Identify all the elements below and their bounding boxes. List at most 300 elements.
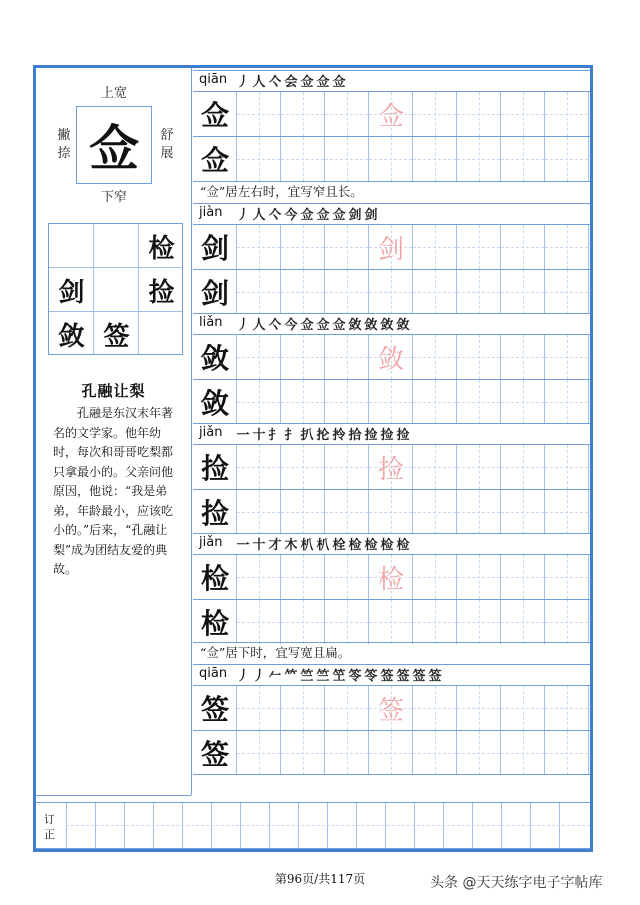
- grid-guide-v: [259, 445, 260, 489]
- stroke-step: 捡: [396, 428, 410, 443]
- correction-row: [36, 802, 590, 849]
- grid-cell: [413, 380, 457, 424]
- grid3-cell: [49, 224, 94, 268]
- stroke-step: 才: [268, 538, 282, 553]
- grid-cell: [545, 731, 589, 775]
- grid-guide-v: [567, 380, 568, 424]
- grid-guide-v: [435, 555, 436, 599]
- grid-guide-v: [391, 731, 392, 775]
- grid-cell: [457, 137, 501, 181]
- grid-cell: [369, 270, 413, 314]
- grid-guide-v: [303, 490, 304, 534]
- model-character: 签: [200, 738, 229, 771]
- stroke-step: 签: [428, 669, 442, 684]
- grid-guide-v: [435, 686, 436, 730]
- pinyin-label: qiān: [199, 666, 228, 681]
- grid-cell: [237, 686, 281, 730]
- watermark: 头条 @天天练字电子字帖库: [430, 875, 603, 891]
- correction-label-2: 正: [44, 828, 55, 841]
- grid-guide-v: [303, 555, 304, 599]
- model-character: 检: [200, 562, 229, 595]
- label-left-2: 捺: [57, 146, 71, 161]
- stroke-step: 笭: [364, 669, 378, 684]
- grid-guide-v: [479, 137, 480, 181]
- stroke-step: 人: [252, 208, 266, 223]
- label-right-2: 展: [160, 146, 174, 161]
- grid-guide-v: [567, 445, 568, 489]
- pinyin-label: qiān: [199, 72, 228, 87]
- grid-cell: [369, 490, 413, 534]
- practice-row: [193, 685, 590, 730]
- stroke-step: 剑: [348, 208, 362, 223]
- grid-cell: [501, 600, 545, 644]
- grid-cell: [545, 445, 589, 489]
- grid-guide-v: [259, 92, 260, 136]
- grid-cell: [457, 490, 501, 534]
- grid-guide-v: [303, 686, 304, 730]
- grid-cell: [501, 490, 545, 534]
- stroke-step: 一: [236, 428, 250, 443]
- stroke-order: [235, 314, 411, 333]
- left-column-bottom: [36, 795, 191, 796]
- grid-guide-v: [523, 686, 524, 730]
- grid-cell: [501, 335, 545, 379]
- grid-guide-v: [523, 335, 524, 379]
- practice-row: [193, 91, 590, 136]
- stroke-step: 佥: [332, 75, 346, 90]
- grid-guide-v: [567, 600, 568, 644]
- stroke-step: 人: [252, 75, 266, 90]
- grid-guide-v: [259, 270, 260, 314]
- grid-cell: [545, 380, 589, 424]
- stroke-step: 佥: [300, 318, 314, 333]
- grid-cell: [545, 137, 589, 181]
- grid-cell: [413, 335, 457, 379]
- grid-guide-v: [303, 335, 304, 379]
- grid-cell: [545, 555, 589, 599]
- stroke-step: 丿: [236, 208, 250, 223]
- grid-guide-v: [259, 490, 260, 534]
- grid-guide-v: [523, 600, 524, 644]
- grid-guide-v: [435, 731, 436, 775]
- grid-cell: [413, 225, 457, 269]
- trace-character: 剑: [377, 234, 404, 265]
- pinyin-row: [193, 423, 590, 443]
- stroke-order: [235, 71, 347, 90]
- stroke-order: [235, 204, 379, 223]
- grid-guide-v: [391, 137, 392, 181]
- trace-character: 佥: [377, 101, 404, 132]
- stroke-step: 签: [412, 669, 426, 684]
- grid-guide-v: [347, 270, 348, 314]
- grid-guide-v: [479, 731, 480, 775]
- grid-guide-v: [479, 225, 480, 269]
- grid-cell: [413, 731, 457, 775]
- grid-cell: [281, 731, 325, 775]
- pinyin-label: jiǎn: [199, 535, 223, 550]
- grid-cell: [413, 490, 457, 534]
- grid-cell: [457, 270, 501, 314]
- label-top: 上宽: [101, 86, 128, 101]
- stroke-step: 十: [252, 428, 266, 443]
- stroke-step: 佥: [316, 75, 330, 90]
- stroke-step: 十: [252, 538, 266, 553]
- grid-guide-v: [303, 600, 304, 644]
- story-text: 孔融是东汉末年著名的文学家。他年幼时，每次和哥哥吃梨都只拿最小的。父亲问他原因，他说：“我是弟弟，年龄最小，应该吃小的。”后来，“孔融让梨”成为团结友爱的典故。: [53, 406, 174, 576]
- grid-cell: [237, 225, 281, 269]
- stroke-step: 拎: [332, 428, 346, 443]
- practice-bottom: [193, 774, 590, 775]
- grid-guide-v: [347, 225, 348, 269]
- grid-guide-v: [347, 335, 348, 379]
- stroke-step: 签: [380, 669, 394, 684]
- grid-cell: [545, 92, 589, 136]
- grid-guide-v: [567, 270, 568, 314]
- story-title: 孔融让梨: [81, 382, 146, 400]
- grid-cell: [281, 225, 325, 269]
- stroke-step: 朳: [300, 538, 314, 553]
- stroke-step: 扒: [300, 428, 314, 443]
- grid-cell: [325, 225, 369, 269]
- grid-cell: [413, 270, 457, 314]
- practice-row: [193, 224, 590, 269]
- grid-guide-v: [303, 445, 304, 489]
- grid-guide-v: [523, 380, 524, 424]
- stroke-step: 亽: [268, 75, 282, 90]
- grid-guide-v: [523, 92, 524, 136]
- grid3-cell: [94, 268, 139, 312]
- model-character: 敛: [200, 387, 229, 420]
- grid-cell: [325, 445, 369, 489]
- grid-cell: [325, 600, 369, 644]
- grid-cell: [413, 92, 457, 136]
- grid-cell: [545, 225, 589, 269]
- grid-cell: [457, 445, 501, 489]
- grid-cell: [457, 92, 501, 136]
- trace-character: 捡: [377, 454, 404, 485]
- grid-cell: [457, 225, 501, 269]
- grid-cell: [281, 490, 325, 534]
- practice-row: [193, 379, 590, 424]
- grid-cell: [281, 555, 325, 599]
- grid-cell: [501, 731, 545, 775]
- stroke-step: 佥: [316, 208, 330, 223]
- stroke-step: 笭: [348, 669, 362, 684]
- grid-cell: [237, 335, 281, 379]
- stroke-step: 签: [396, 669, 410, 684]
- grid-cell: [457, 600, 501, 644]
- grid-cell: [413, 137, 457, 181]
- grid-cell: [545, 686, 589, 730]
- grid-guide-v: [523, 270, 524, 314]
- big-character: 佥: [89, 119, 139, 178]
- model-character: 佥: [200, 99, 229, 132]
- layout-note: “佥”居下时，宜写宽且扁。: [200, 645, 351, 660]
- grid-cell: [281, 270, 325, 314]
- stroke-step: 扌: [284, 428, 298, 443]
- stroke-step: 捡: [380, 428, 394, 443]
- grid-guide-v: [567, 225, 568, 269]
- grid-guide-v: [523, 490, 524, 534]
- grid-cell: [457, 380, 501, 424]
- grid-cell: [281, 335, 325, 379]
- stroke-step: 佥: [300, 208, 314, 223]
- model-character: 捡: [200, 452, 229, 485]
- label-right-1: 舒: [160, 128, 174, 143]
- grid-cell: [501, 555, 545, 599]
- stroke-step: 捡: [364, 428, 378, 443]
- grid-cell: [501, 137, 545, 181]
- stroke-step: 检: [396, 538, 410, 553]
- practice-row: [193, 444, 590, 489]
- grid-guide-v: [479, 380, 480, 424]
- model-character: 捡: [200, 497, 229, 530]
- grid-guide-v: [347, 380, 348, 424]
- grid3-cell: 签: [103, 321, 130, 352]
- practice-row: [193, 489, 590, 534]
- stroke-step: 今: [284, 208, 298, 223]
- label-left-1: 撇: [57, 128, 71, 143]
- grid-cell: [237, 731, 281, 775]
- note-divider: [193, 181, 590, 182]
- grid-guide-v: [567, 731, 568, 775]
- grid-guide-v: [303, 731, 304, 775]
- stroke-step: 亽: [268, 318, 282, 333]
- grid-guide-v: [435, 270, 436, 314]
- grid-cell: [325, 686, 369, 730]
- layout-note: “佥”居左右时，宜写窄且长。: [200, 184, 363, 199]
- grid-cell: [237, 600, 281, 644]
- stroke-step: 佥: [300, 75, 314, 90]
- stroke-step: 会: [284, 75, 298, 90]
- grid-cell: [457, 686, 501, 730]
- grid-guide-v: [259, 600, 260, 644]
- pinyin-row: [193, 313, 590, 333]
- grid3-cell: [94, 224, 139, 268]
- practice-row: [193, 599, 590, 644]
- grid-guide-v: [479, 445, 480, 489]
- grid-guide-v: [479, 555, 480, 599]
- grid-cell: [325, 380, 369, 424]
- grid-guide-v: [435, 445, 436, 489]
- grid-guide-v: [435, 380, 436, 424]
- trace-character: 敛: [377, 344, 404, 375]
- grid-guide-v: [479, 600, 480, 644]
- grid-guide-v: [567, 490, 568, 534]
- note-divider: [193, 642, 590, 643]
- grid-cell: [545, 490, 589, 534]
- stroke-step: 木: [284, 538, 298, 553]
- grid-guide-v: [347, 490, 348, 534]
- grid-guide-v: [523, 731, 524, 775]
- grid-guide-v: [347, 731, 348, 775]
- grid-cell: [413, 600, 457, 644]
- stroke-step: 佥: [332, 208, 346, 223]
- grid-guide-v: [347, 686, 348, 730]
- stroke-step: 抡: [316, 428, 330, 443]
- model-character: 剑: [200, 232, 229, 265]
- grid-guide-v: [391, 600, 392, 644]
- grid-cell: [545, 600, 589, 644]
- stroke-step: 竺: [316, 669, 330, 684]
- grid-cell: [413, 686, 457, 730]
- practice-row: [193, 730, 590, 775]
- stroke-step: 朳: [316, 538, 330, 553]
- grid-guide-v: [391, 270, 392, 314]
- grid-cell: [369, 380, 413, 424]
- grid-guide-v: [259, 555, 260, 599]
- grid-guide-v: [435, 600, 436, 644]
- practice-row: [193, 136, 590, 181]
- grid-guide-v: [347, 600, 348, 644]
- stroke-step: 检: [348, 538, 362, 553]
- page-number: 第96页/共117页: [274, 872, 366, 886]
- grid-guide-v: [435, 335, 436, 379]
- big-character-box: [76, 106, 152, 184]
- stroke-step: 丿: [236, 318, 250, 333]
- stroke-step: 𠂉: [268, 669, 282, 684]
- trace-character: 签: [377, 695, 404, 726]
- grid-cell: [325, 335, 369, 379]
- grid-cell: [413, 445, 457, 489]
- grid-guide-v: [259, 380, 260, 424]
- grid-cell: [281, 686, 325, 730]
- grid-cell: [237, 380, 281, 424]
- grid-guide-v: [479, 490, 480, 534]
- grid-guide-v: [435, 225, 436, 269]
- stroke-step: 敛: [348, 318, 362, 333]
- correction-guide: [66, 825, 590, 826]
- grid-cell: [325, 270, 369, 314]
- grid-cell: [325, 731, 369, 775]
- grid-cell: [457, 555, 501, 599]
- grid-cell: [501, 380, 545, 424]
- grid-guide-v: [435, 137, 436, 181]
- stroke-step: 𥫗: [284, 669, 298, 684]
- grid-guide-v: [303, 92, 304, 136]
- grid-guide-v: [523, 555, 524, 599]
- grid-cell: [501, 445, 545, 489]
- grid-guide-v: [347, 92, 348, 136]
- model-character: 检: [200, 607, 229, 640]
- grid-cell: [457, 731, 501, 775]
- grid-cell: [501, 686, 545, 730]
- grid-guide-v: [479, 335, 480, 379]
- grid-guide-v: [259, 137, 260, 181]
- model-character: 签: [200, 693, 229, 726]
- grid-cell: [369, 600, 413, 644]
- grid-cell: [325, 555, 369, 599]
- practice-row: [193, 334, 590, 379]
- pinyin-label: liǎn: [199, 315, 223, 330]
- grid3-cell: [139, 312, 184, 356]
- stroke-order: [235, 424, 411, 443]
- label-bottom: 下窄: [101, 190, 128, 205]
- stroke-step: 敛: [396, 318, 410, 333]
- pinyin-label: jiàn: [199, 205, 223, 220]
- grid-cell: [545, 270, 589, 314]
- model-character: 佥: [200, 144, 229, 177]
- stroke-step: 检: [364, 538, 378, 553]
- stroke-step: 今: [284, 318, 298, 333]
- stroke-order: [235, 665, 443, 684]
- pinyin-label: jiǎn: [199, 425, 223, 440]
- grid-guide-v: [391, 490, 392, 534]
- grid-guide-v: [567, 686, 568, 730]
- grid3-cell: 剑: [58, 277, 85, 308]
- pinyin-row: [193, 70, 590, 90]
- stroke-step: 丿: [236, 75, 250, 90]
- grid-cell: [237, 92, 281, 136]
- grid-cell: [281, 92, 325, 136]
- pinyin-row: [193, 533, 590, 553]
- grid-guide-v: [567, 92, 568, 136]
- grid-guide-v: [347, 137, 348, 181]
- pinyin-row: [193, 664, 590, 684]
- grid-guide-v: [259, 731, 260, 775]
- practice-row: [193, 269, 590, 314]
- correction-label-1: 订: [44, 813, 55, 826]
- grid-cell: [501, 92, 545, 136]
- grid-cell: [545, 335, 589, 379]
- grid-guide-v: [567, 335, 568, 379]
- practice-row: [193, 554, 590, 599]
- stroke-step: 敛: [380, 318, 394, 333]
- grid-guide-v: [303, 137, 304, 181]
- stroke-step: 笁: [332, 669, 346, 684]
- stroke-step: 丿: [252, 669, 266, 684]
- stroke-step: 剑: [364, 208, 378, 223]
- grid-guide-v: [567, 137, 568, 181]
- model-character: 敛: [200, 342, 229, 375]
- grid-guide-v: [303, 380, 304, 424]
- grid-guide-v: [303, 270, 304, 314]
- grid-cell: [237, 270, 281, 314]
- stroke-step: 检: [380, 538, 394, 553]
- trace-character: 检: [377, 564, 404, 595]
- grid-guide-v: [523, 445, 524, 489]
- grid3-cell: 检: [148, 233, 175, 264]
- grid-cell: [501, 225, 545, 269]
- grid-guide-v: [523, 137, 524, 181]
- model-character: 剑: [200, 277, 229, 310]
- grid-cell: [237, 555, 281, 599]
- stroke-step: 竺: [300, 669, 314, 684]
- stroke-step: 扌: [268, 428, 282, 443]
- grid-guide-v: [347, 445, 348, 489]
- grid-cell: [281, 137, 325, 181]
- stroke-step: 亽: [268, 208, 282, 223]
- grid-cell: [325, 137, 369, 181]
- grid-cell: [281, 445, 325, 489]
- grid-guide-v: [391, 380, 392, 424]
- grid-cell: [369, 137, 413, 181]
- grid-guide-v: [479, 270, 480, 314]
- grid-guide-v: [479, 686, 480, 730]
- grid-guide-v: [303, 225, 304, 269]
- grid-cell: [501, 270, 545, 314]
- grid-cell: [237, 490, 281, 534]
- grid-cell: [457, 335, 501, 379]
- grid-guide-v: [479, 92, 480, 136]
- related-characters-grid: [48, 223, 183, 355]
- stroke-step: 敛: [364, 318, 378, 333]
- stroke-step: 人: [252, 318, 266, 333]
- grid3-cell: 敛: [58, 321, 85, 352]
- stroke-step: 一: [236, 538, 250, 553]
- grid-guide-v: [435, 490, 436, 534]
- grid-cell: [325, 92, 369, 136]
